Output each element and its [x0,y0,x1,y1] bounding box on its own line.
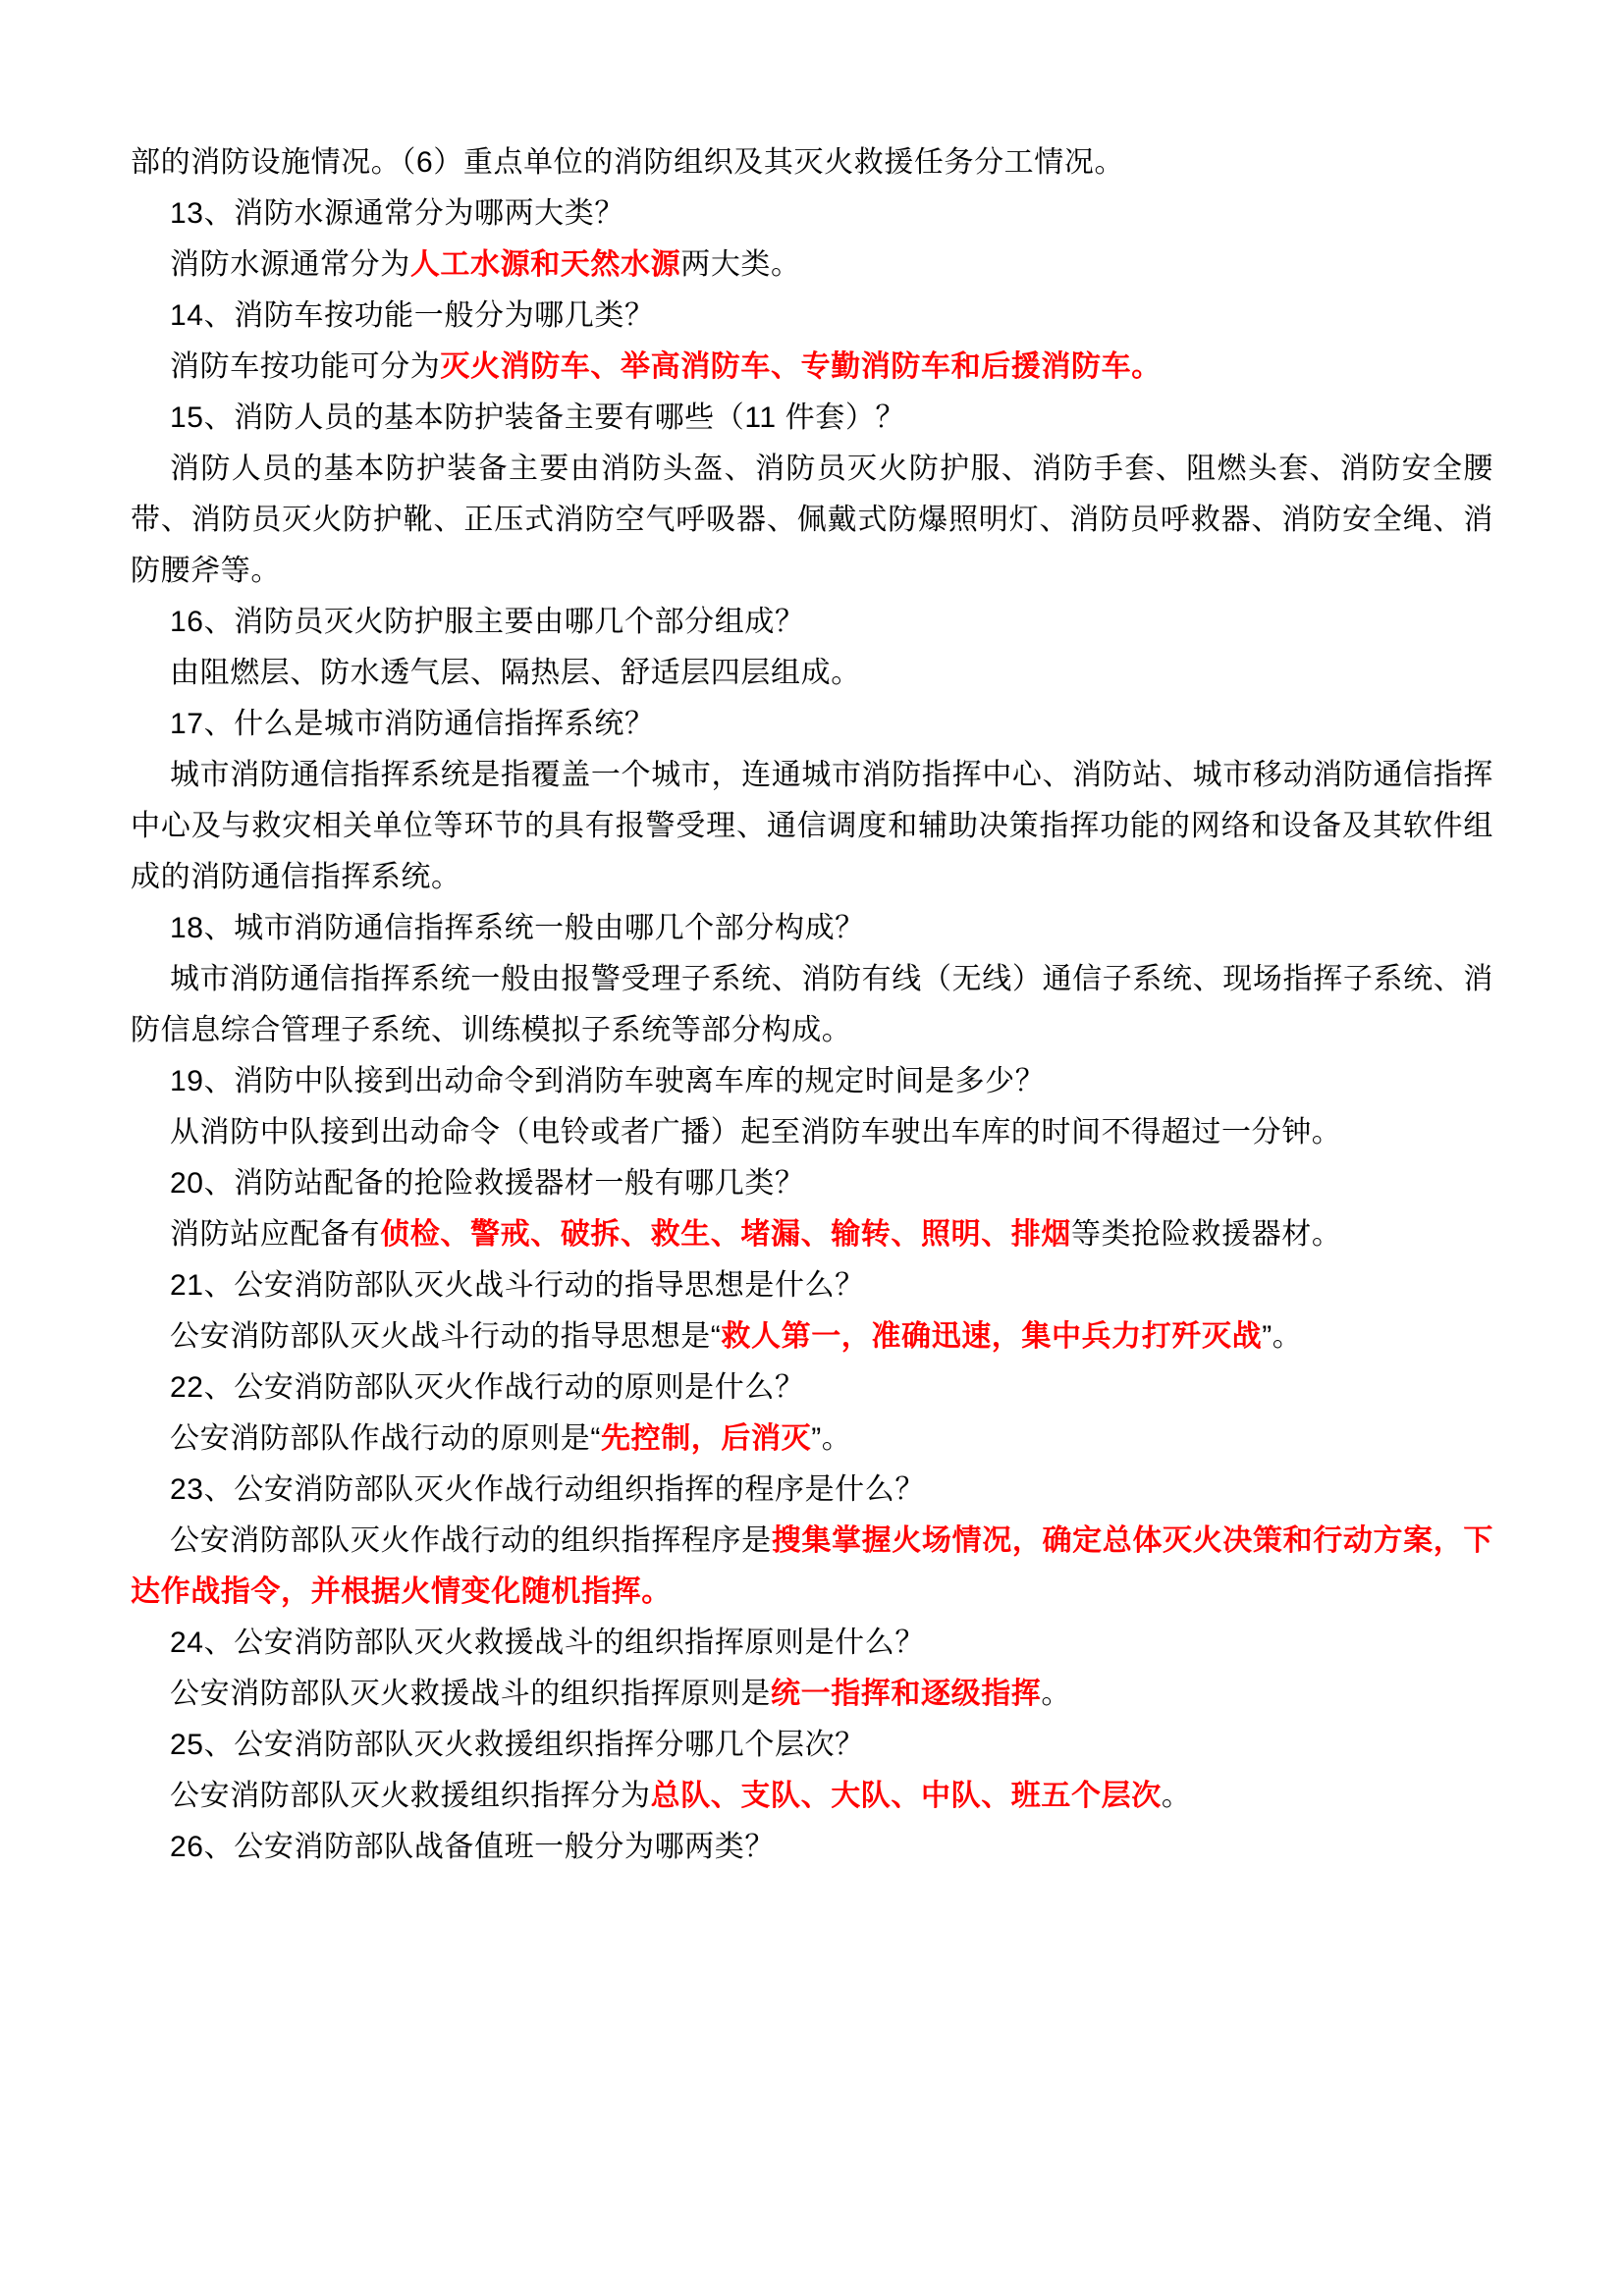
question [131,291,1493,342]
text-run: 公安消防部队灭火救援组织指挥分为 [170,1780,651,1812]
text-run: 20、消防站配备的抢险救援器材一般有哪几类？ [170,1167,805,1200]
text-run: 26、公安消防部队战备值班一般分为哪两类？ [170,1831,775,1863]
question [131,1056,1493,1107]
text-run: 由阻燃层、防水透气层、隔热层、舒适层四层组成。 [170,657,861,689]
highlighted-text-run: 总队、支队、大队、中队、班五个层次 [650,1780,1162,1812]
highlighted-text-run: 侦检、警戒、破拆、救生、堵漏、输转、照明、排烟 [380,1218,1072,1251]
text-run: 13、消防水源通常分为哪两大类？ [170,197,624,230]
text-run: 。 [1041,1678,1072,1710]
question [131,1465,1493,1516]
highlighted-text-run: 搜集掌握火场情况，确定总体灭火决策和行动方案，下达作战指令，并根据火情变化随机指挥。 [131,1524,1494,1608]
question [131,1822,1493,1873]
text-run: 25、公安消防部队灭火救援组织指挥分哪几个层次？ [170,1729,865,1761]
question [131,1618,1493,1669]
text-run: 部的消防设施情况。（6）重点单位的消防组织及其灭火救援任务分工情况。 [131,146,1125,179]
text-run: ”。 [811,1422,852,1455]
text-run: 等类抢险救援器材。 [1071,1218,1342,1251]
text-run: 21、公安消防部队灭火战斗行动的指导思想是什么？ [170,1269,865,1302]
answer [131,342,1493,393]
text-run: 公安消防部队灭火救援战斗的组织指挥原则是 [170,1678,771,1710]
answer [131,1209,1493,1260]
text-run: 两大类。 [680,248,801,281]
question [131,1260,1493,1311]
highlighted-text-run: 人工水源和天然水源 [409,248,681,281]
text-run: 从消防中队接到出动命令（电铃或者广播）起至消防车驶出车库的时间不得超过一分钟。 [170,1116,1342,1148]
text-run: 城市消防通信指挥系统一般由报警受理子系统、消防有线（无线）通信子系统、现场指挥子系统、消防信息综合管理子系统、训练模拟子系统等部分构成。 [131,963,1493,1046]
text-run: 24、公安消防部队灭火救援战斗的组织指挥原则是什么？ [170,1627,925,1659]
question [131,1720,1493,1771]
text-run: 23、公安消防部队灭火作战行动组织指挥的程序是什么？ [170,1473,925,1506]
text-run: 消防水源通常分为 [170,248,410,281]
highlighted-text-run: 救人第一，准确迅速，集中兵力打歼灭战 [721,1320,1263,1353]
text-run: 18、城市消防通信指挥系统一般由哪几个部分构成？ [170,912,865,944]
text-run: 公安消防部队作战行动的原则是“ [170,1422,601,1455]
highlighted-text-run: 先控制，后消灭 [601,1422,812,1455]
answer [131,954,1493,1056]
question [131,699,1493,750]
text-run: 消防站应配备有 [170,1218,381,1251]
question [131,188,1493,240]
text-run: 。 [1161,1780,1192,1812]
document-body [131,137,1493,1873]
answer [131,1669,1493,1720]
highlighted-text-run: 灭火消防车、举高消防车、专勤消防车和后援消防车。 [440,350,1162,383]
text-run: 公安消防部队灭火作战行动的组织指挥程序是 [170,1524,772,1557]
answer [131,1311,1493,1362]
text-run: 公安消防部队灭火战斗行动的指导思想是“ [170,1320,722,1353]
answer [131,750,1493,903]
answer [131,444,1493,597]
question [131,393,1493,444]
answer [131,1771,1493,1822]
answer [131,1414,1493,1465]
text-run: 城市消防通信指挥系统是指覆盖一个城市，连通城市消防指挥中心、消防站、城市移动消防通信指挥中心及与救灾相关单位等环节的具有报警受理、通信调度和辅助决策指挥功能的网络和设备及其软件组成的消防通信指挥系统。 [131,759,1493,893]
answer [131,240,1493,291]
answer [131,1516,1493,1618]
highlighted-text-run: 统一指挥和逐级指挥 [771,1678,1042,1710]
question [131,903,1493,954]
question [131,1158,1493,1209]
text-run: 15、消防人员的基本防护装备主要有哪些（11 件套）？ [170,401,906,434]
text-run: 16、消防员灭火防护服主要由哪几个部分组成？ [170,606,805,638]
answer [131,1107,1493,1158]
text-run: 22、公安消防部队灭火作战行动的原则是什么？ [170,1371,805,1404]
text-run: 消防车按功能可分为 [170,350,441,383]
question [131,1362,1493,1414]
answer [131,648,1493,699]
text-run: 消防人员的基本防护装备主要由消防头盔、消防员灭火防护服、消防手套、阻燃头套、消防安全腰带、消防员灭火防护靴、正压式消防空气呼吸器、佩戴式防爆照明灯、消防员呼救器、消防安全绳、消防腰斧等。 [131,453,1493,587]
continuation-paragraph [131,137,1493,188]
text-run: 14、消防车按功能一般分为哪几类？ [170,299,655,332]
text-run: 19、消防中队接到出动命令到消防车驶离车库的规定时间是多少？ [170,1065,1046,1097]
text-run: 17、什么是城市消防通信指挥系统？ [170,708,655,740]
text-run: ”。 [1262,1320,1303,1353]
question [131,597,1493,648]
